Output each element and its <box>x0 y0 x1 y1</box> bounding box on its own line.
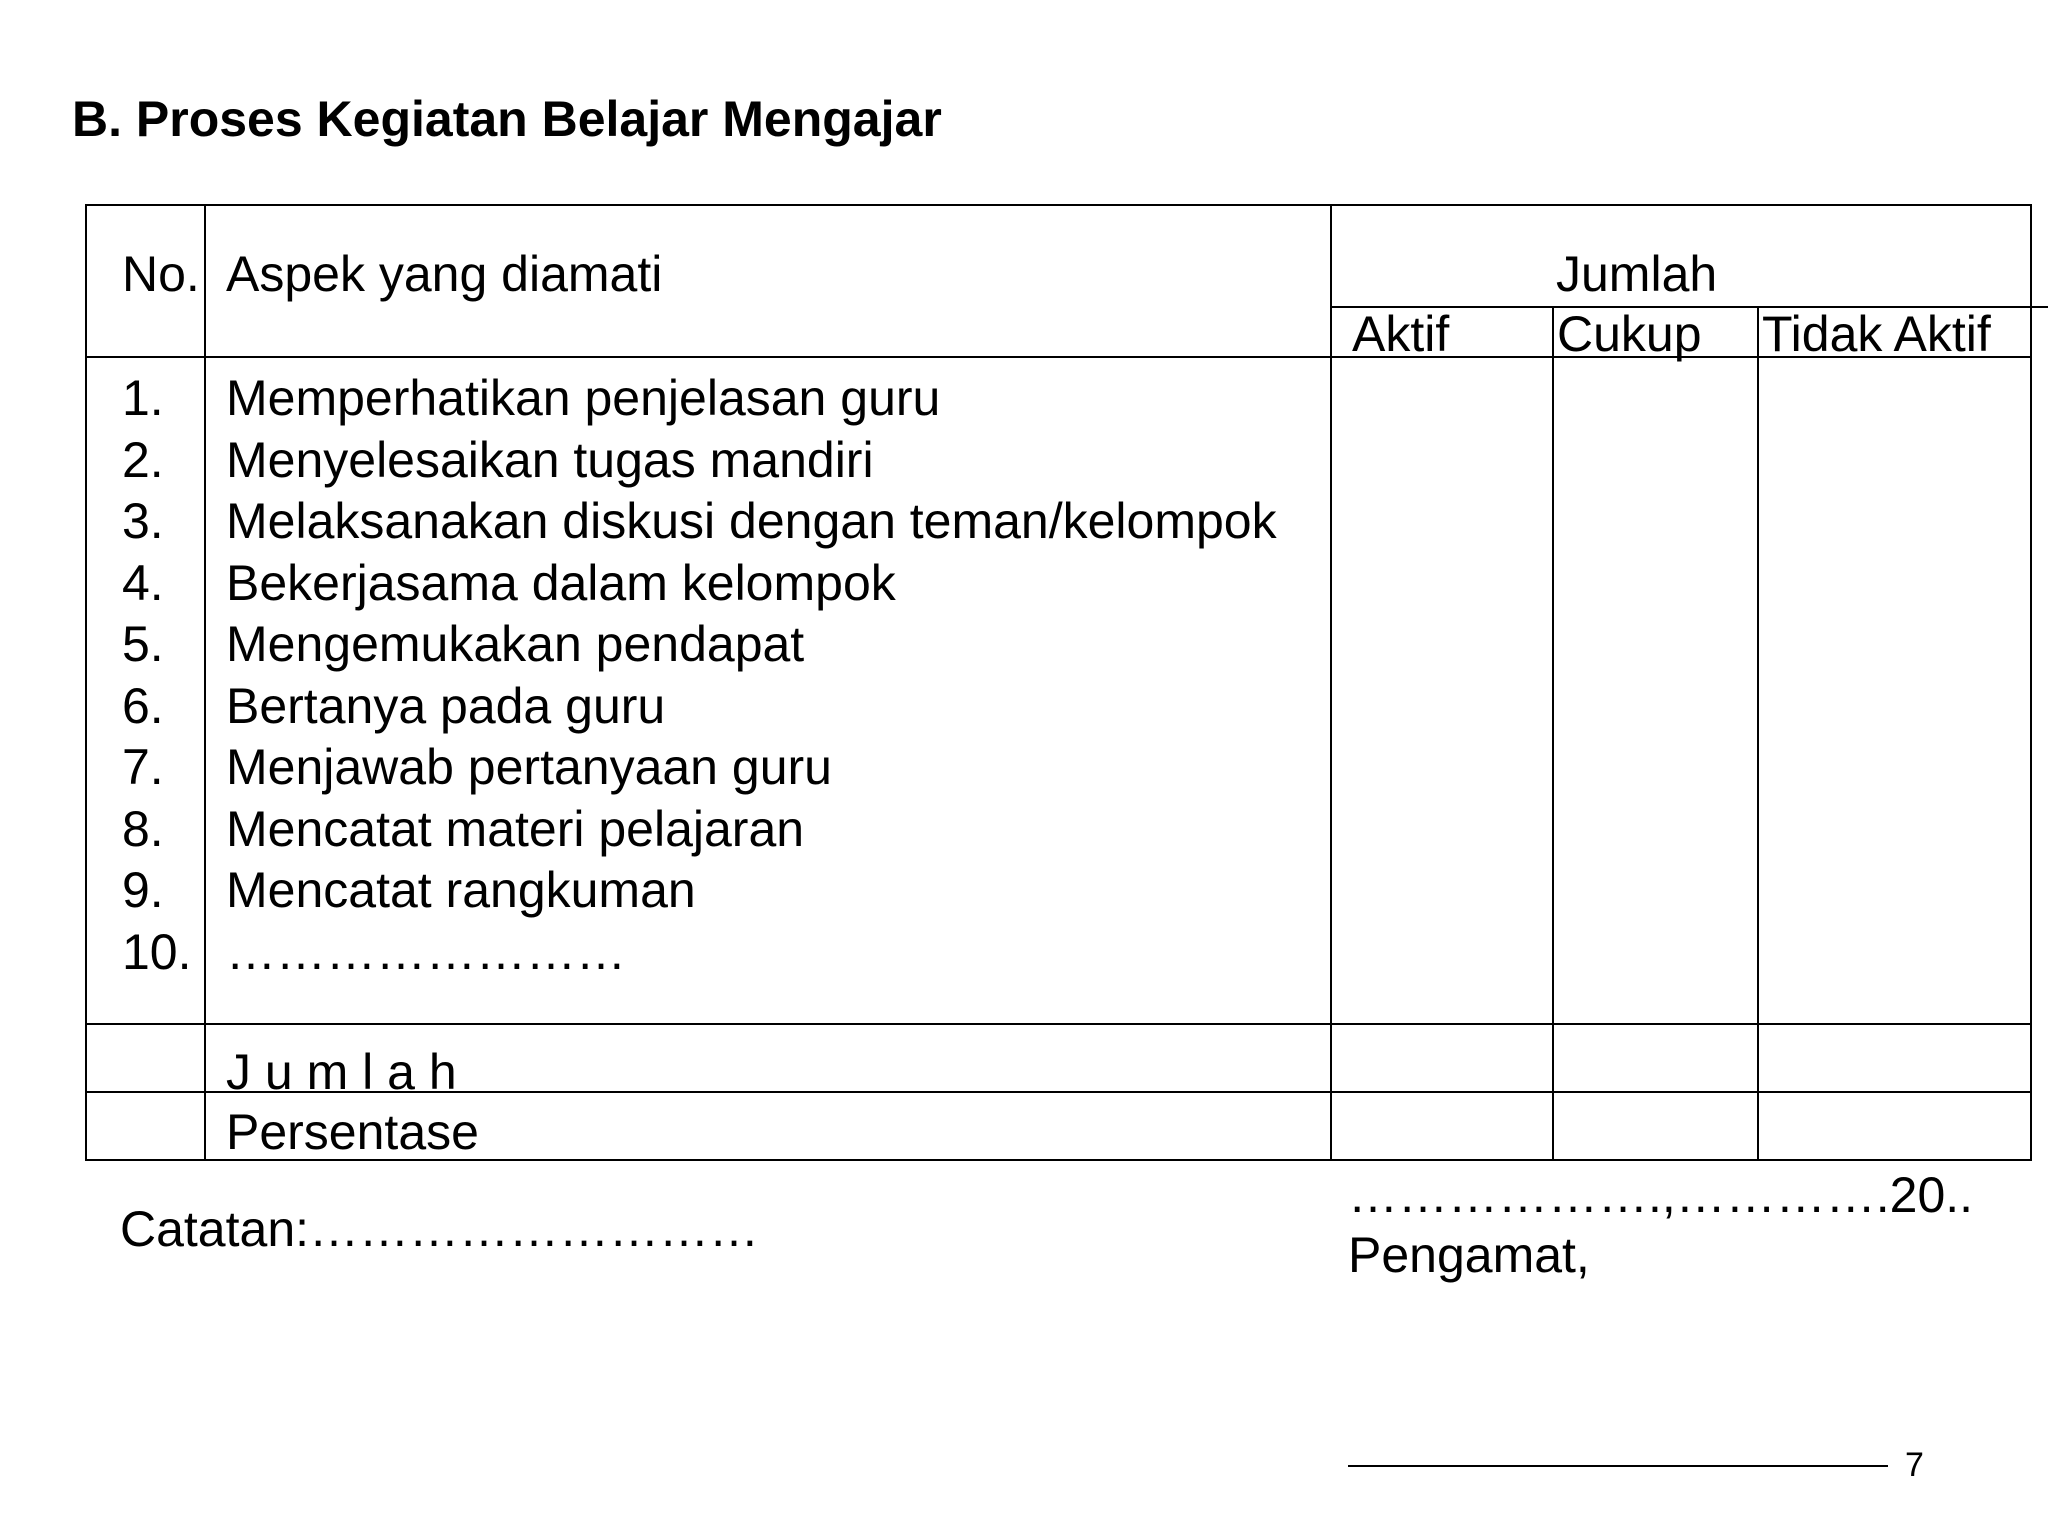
no-col-divider <box>204 204 206 1161</box>
row-number: 10. <box>122 923 192 980</box>
row-aspects <box>226 368 1277 983</box>
row-aspect: Menyelesaikan tugas mandiri <box>226 431 874 488</box>
row-number: 7. <box>122 739 164 795</box>
row-aspect: Memperhatikan penjelasan guru <box>226 370 941 426</box>
row-number: 8. <box>122 800 164 857</box>
table-top-border <box>85 204 2032 206</box>
row-number: 3. <box>122 493 164 549</box>
header-cukup: Cukup <box>1557 306 1702 362</box>
cukup-col-divider <box>1757 306 1759 1161</box>
section-title: B. Proses Kegiatan Belajar Mengajar <box>72 91 942 147</box>
row-aspect: Bekerjasama dalam kelompok <box>226 554 896 611</box>
header-no: No. <box>122 246 200 302</box>
row-number: 9. <box>122 862 164 918</box>
row-aspect: Mencatat materi pelajaran <box>226 800 805 857</box>
row-number: 1. <box>122 370 164 426</box>
pengamat-label: Pengamat, <box>1348 1227 1590 1283</box>
aspect-col-divider <box>1330 204 1332 1161</box>
row-number: 6. <box>122 677 164 734</box>
row-number: 5. <box>122 616 164 672</box>
row-numbers <box>122 368 192 983</box>
date-line: ……………….,………….20.. <box>1348 1167 1974 1223</box>
body-bottom-line <box>85 1023 2032 1025</box>
header-aktif: Aktif <box>1352 306 1450 362</box>
row-number: 2. <box>122 431 164 488</box>
page-number: 7 <box>1905 1446 1924 1484</box>
row-aspect: Mengemukakan pendapat <box>226 616 805 672</box>
row-aspect: Mencatat rangkuman <box>226 862 696 918</box>
header-bottom-line <box>85 356 2032 358</box>
row-aspect: …………………… <box>226 923 626 980</box>
row-aspect: Melaksanakan diskusi dengan teman/kelompok <box>226 493 1277 549</box>
header-tidak-aktif: Tidak Aktif <box>1762 306 1991 362</box>
table-left-border <box>85 204 87 1161</box>
catatan-field: Catatan:……………………… <box>120 1201 760 1257</box>
row-number: 4. <box>122 554 164 611</box>
table-right-border <box>2030 204 2032 1161</box>
signature-line <box>1348 1465 1888 1467</box>
row-aspect: Menjawab pertanyaan guru <box>226 739 832 795</box>
row-aspect: Bertanya pada guru <box>226 677 666 734</box>
percent-row-label: Persentase <box>226 1104 479 1160</box>
total-row-label: J u m l a h <box>226 1044 457 1100</box>
header-aspect: Aspek yang diamati <box>226 246 663 302</box>
header-jumlah: Jumlah <box>1556 246 1718 302</box>
aktif-col-divider <box>1552 306 1554 1161</box>
